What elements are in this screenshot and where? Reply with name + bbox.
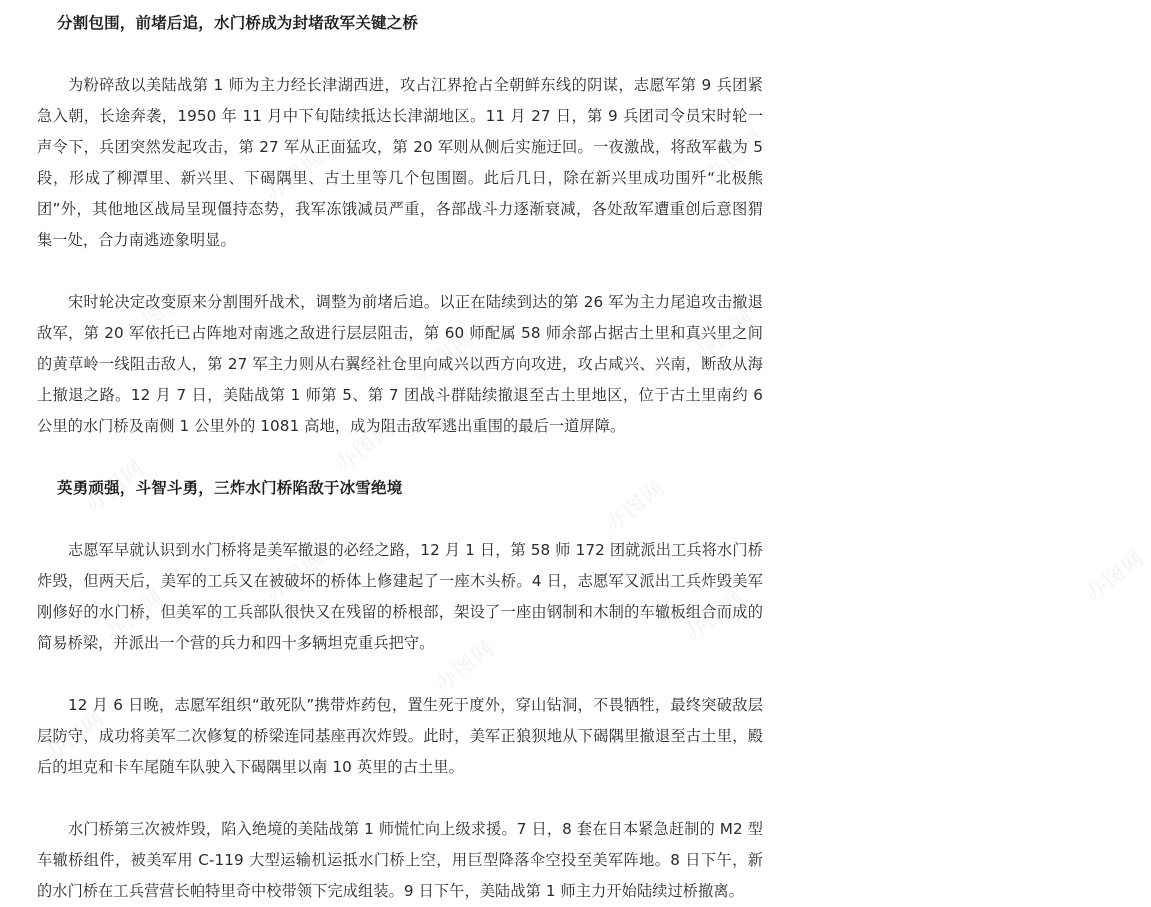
body-paragraph: 志愿军早就认识到水门桥将是美军撤退的必经之路，12 月 1 日，第 58 师 172 团就派出工兵将水门桥炸毁，但两天后，美军的工兵又在被破坏的桥体上修建起了一座木头桥。4 日，志愿军又派出工兵炸毁美军刚修好的水门桥，但美军的工兵部队很快又在残留的桥根部，架设了一座由钢制和木制的车辙板组合而成的简易桥梁，并派出一个营的兵力和四十多辆坦克重兵把守。	[37, 541, 763, 652]
watermark-text: 办图网	[430, 635, 500, 697]
watermark-text: 办图网	[260, 545, 330, 607]
section-heading: 分割包围，前堵后追，水门桥成为封堵敌军关键之桥	[57, 14, 419, 32]
body-paragraph: 宋时轮决定改变原来分割围歼战术，调整为前堵后追。以正在陆续到达的第 26 军为主力尾追攻击撤退敌军，第 20 军依托已占阵地对南逃之敌进行层层阻击，第 60 师配属 58 师余部占据古土里和真兴里之间的黄草岭一线阻击敌人，第 27 军主力则从右翼经社仓里向咸兴以西方向攻进，攻占咸兴、兴南，断敌从海上撤退之路。12 月 7 日，美陆战第 1 师第 5、第 7 团战斗群陆续撤退至古土里地区，位于古土里南约 6 公里的水门桥及南侧 1 公里外的 1081 高地，成为阻击敌军逃出重围的最后一道屏障。	[37, 293, 763, 435]
block-spacer	[37, 504, 763, 535]
watermark-text: 办图网	[700, 125, 770, 187]
watermark-text: 办图网	[410, 325, 480, 387]
document-body	[37, 8, 763, 907]
block-spacer	[37, 442, 763, 473]
watermark-text: 办图网	[690, 305, 760, 367]
block-spacer	[37, 783, 763, 814]
body-paragraph: 12 月 6 日晚，志愿军组织“敢死队”携带炸药包，置生死于度外，穿山钻洞，不畏牺牲，最终突破敌层层防守，成功将美军二次修复的桥梁连同基座再次炸毁。此时，美军正狼狈地从下碣隅里撤退至古土里，殿后的坦克和卡车尾随车队驶入下碣隅里以南 10 英里的古土里。	[37, 696, 763, 776]
body-paragraph: 为粉碎敌以美陆战第 1 师为主力经长津湖西进，攻占江界抢占全朝鲜东线的阴谋，志愿军第 9 兵团紧急入朝，长途奔袭，1950 年 11 月中下旬陆续抵达长津湖地区。11 月 27 日，第 9 兵团司令员宋时轮一声令下，兵团突然发起攻击，第 27 军从正面猛攻，第 20 军则从侧后实施迂回。一夜激战，将敌军截为 5 段，形成了柳潭里、新兴里、下碣隅里、古土里等几个包围圈。此后几日，除在新兴里成功围歼“北极熊团”外，其他地区战局呈现僵持态势，我军冻饿减员严重，各部战斗力逐渐衰减，各处敌军遭重创后意图猬集一处，合力南逃迹象明显。	[37, 76, 763, 249]
section-heading: 英勇顽强，斗智斗勇，三炸水门桥陷敌于冰雪绝境	[57, 479, 403, 497]
watermark-text: 办图网	[40, 705, 110, 767]
watermark-text: 办图网	[1080, 545, 1150, 607]
watermark-text: 办图网	[80, 455, 150, 517]
block-spacer	[37, 256, 763, 287]
watermark-text: 办图网	[680, 585, 750, 647]
watermark-text: 办图网	[100, 585, 170, 647]
watermark-text: 办图网	[600, 475, 670, 537]
watermark-text: 办图网	[120, 285, 190, 347]
block-spacer	[37, 39, 763, 70]
watermark-text: 办图网	[330, 415, 400, 477]
body-paragraph: 水门桥第三次被炸毁，陷入绝境的美陆战第 1 师慌忙向上级求援。7 日，8 套在日本紧急赶制的 M2 型车辙桥组件，被美军用 C-119 大型运输机运抵水门桥上空，用巨型降落伞空投至美军阵地。8 日下午，新的水门桥在工兵营营长帕特里奇中校带领下完成组装。9 日下午，美陆战第 1 师主力开始陆续过桥撤离。	[37, 820, 763, 900]
watermark-text: 办图网	[260, 145, 330, 207]
block-spacer	[37, 659, 763, 690]
